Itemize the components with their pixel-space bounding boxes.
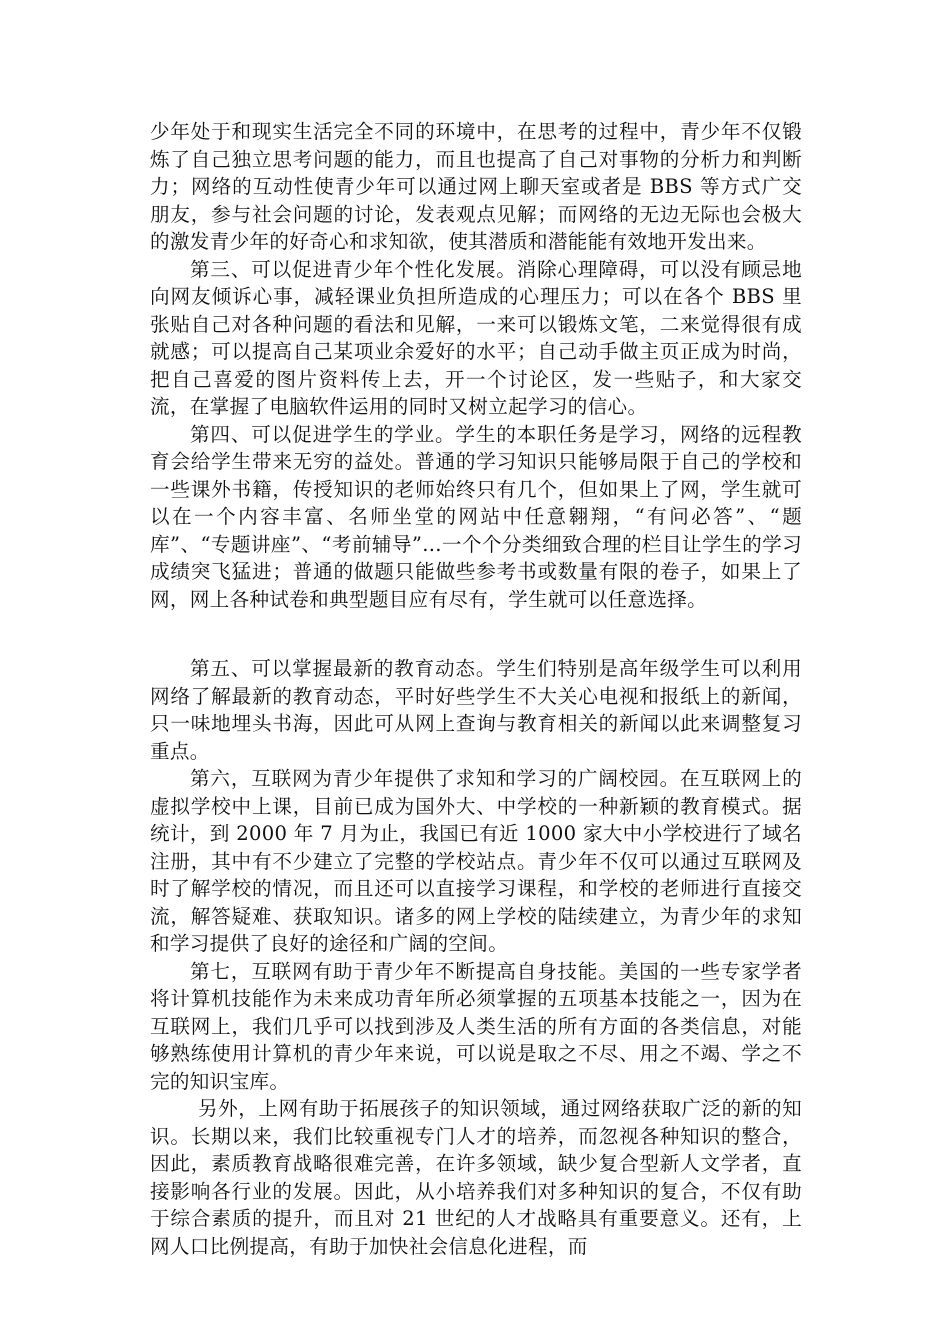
paragraph-sixth-point: 第六，互联网为青少年提供了求知和学习的广阔校园。在互联网上的虚拟学校中上课，目前已成为国外大、中学校的一种新颖的教育模式。据统计，到 2000 年 7 月为止，我国已有近 1000 家大中小学校进行了域名注册，其中有不少建立了完整的学校站点。青少年不仅可以通过互联网及时了解学校的情况，而且还可以直接学习课程，和学校的老师进行直接交流，解答疑难、获取知识。诸多的网上学校的陆续建立，为青少年的求知和学习提供了良好的途径和广阔的空间。 — [150, 767, 802, 955]
paragraph-continuation: 少年处于和现实生活完全不同的环境中，在思考的过程中，青少年不仅锻炼了自己独立思考问题的能力，而且也提高了自己对事物的分析力和判断力；网络的互动性使青少年可以通过网上聊天室或者是 BBS 等方式广交朋友，参与社会问题的讨论，发表观点见解；而网络的无边无际也会极大的激发青少年的好奇心和求知欲，使其潜质和潜能能有效地开发出来。 — [150, 120, 802, 253]
paragraph-third-point: 第三、可以促进青少年个性化发展。消除心理障碍，可以没有顾忌地向网友倾诉心事，减轻课业负担所造成的心理压力；可以在各个 BBS 里张贴自己对各种问题的看法和见解，一来可以锻炼文笔，二来觉得很有成就感；可以提高自己某项业余爱好的水平；自己动手做主页正成为时尚，把自己喜爱的图片资料传上去，开一个讨论区，发一些贴子，和大家交流，在掌握了电脑软件运用的同时又树立起学习的信心。 — [150, 257, 802, 418]
paragraph-seventh-point: 第七，互联网有助于青少年不断提高自身技能。美国的一些专家学者将计算机技能作为未来成功青年所必须掌握的五项基本技能之一，因为在互联网上，我们几乎可以找到涉及人类生活的所有方面的各类信息，对能够熟练使用计算机的青少年来说，可以说是取之不尽、用之不竭、学之不完的知识宝库。 — [150, 959, 802, 1093]
document-page — [150, 118, 802, 1260]
paragraph-fifth-point: 第五、可以掌握最新的教育动态。学生们特别是高年级学生可以利用网络了解最新的教育动态，平时好些学生不大关心电视和报纸上的新闻，只一味地埋头书海，因此可从网上查询与教育相关的新闻以此来调整复习重点。 — [150, 657, 802, 763]
paragraph-additionally: 另外，上网有助于拓展孩子的知识领域，通过网络获取广泛的新的知识。长期以来，我们比较重视专门人才的培养，而忽视各种知识的整合，因此，素质教育战略很难完善，在许多领域，缺少复合型新人文学者，直接影响各行业的发展。因此，从小培养我们对多种知识的复合，不仅有助于综合素质的提升，而且对 21 世纪的人才战略具有重要意义。还有，上网人口比例提高，有助于加快社会信息化进程，而 — [150, 1097, 802, 1258]
paragraph-gap — [150, 613, 802, 655]
paragraph-fourth-point: 第四、可以促进学生的学业。学生的本职任务是学习，网络的远程教育会给学生带来无穷的益处。普通的学习知识只能够局限于自己的学校和一些课外书籍，传授知识的老师始终只有几个，但如果上了网，学生就可以在一个内容丰富、名师坐堂的网站中任意翱翔，“有问必答”、“题库”、“专题讲座”、“考前辅导”...一个个分类细致合理的栏目让学生的学习成绩突飞猛进；普通的做题只能做些参考书或数量有限的卷子，如果上了网，网上各种试卷和典型题目应有尽有，学生就可以任意选择。 — [150, 422, 802, 611]
